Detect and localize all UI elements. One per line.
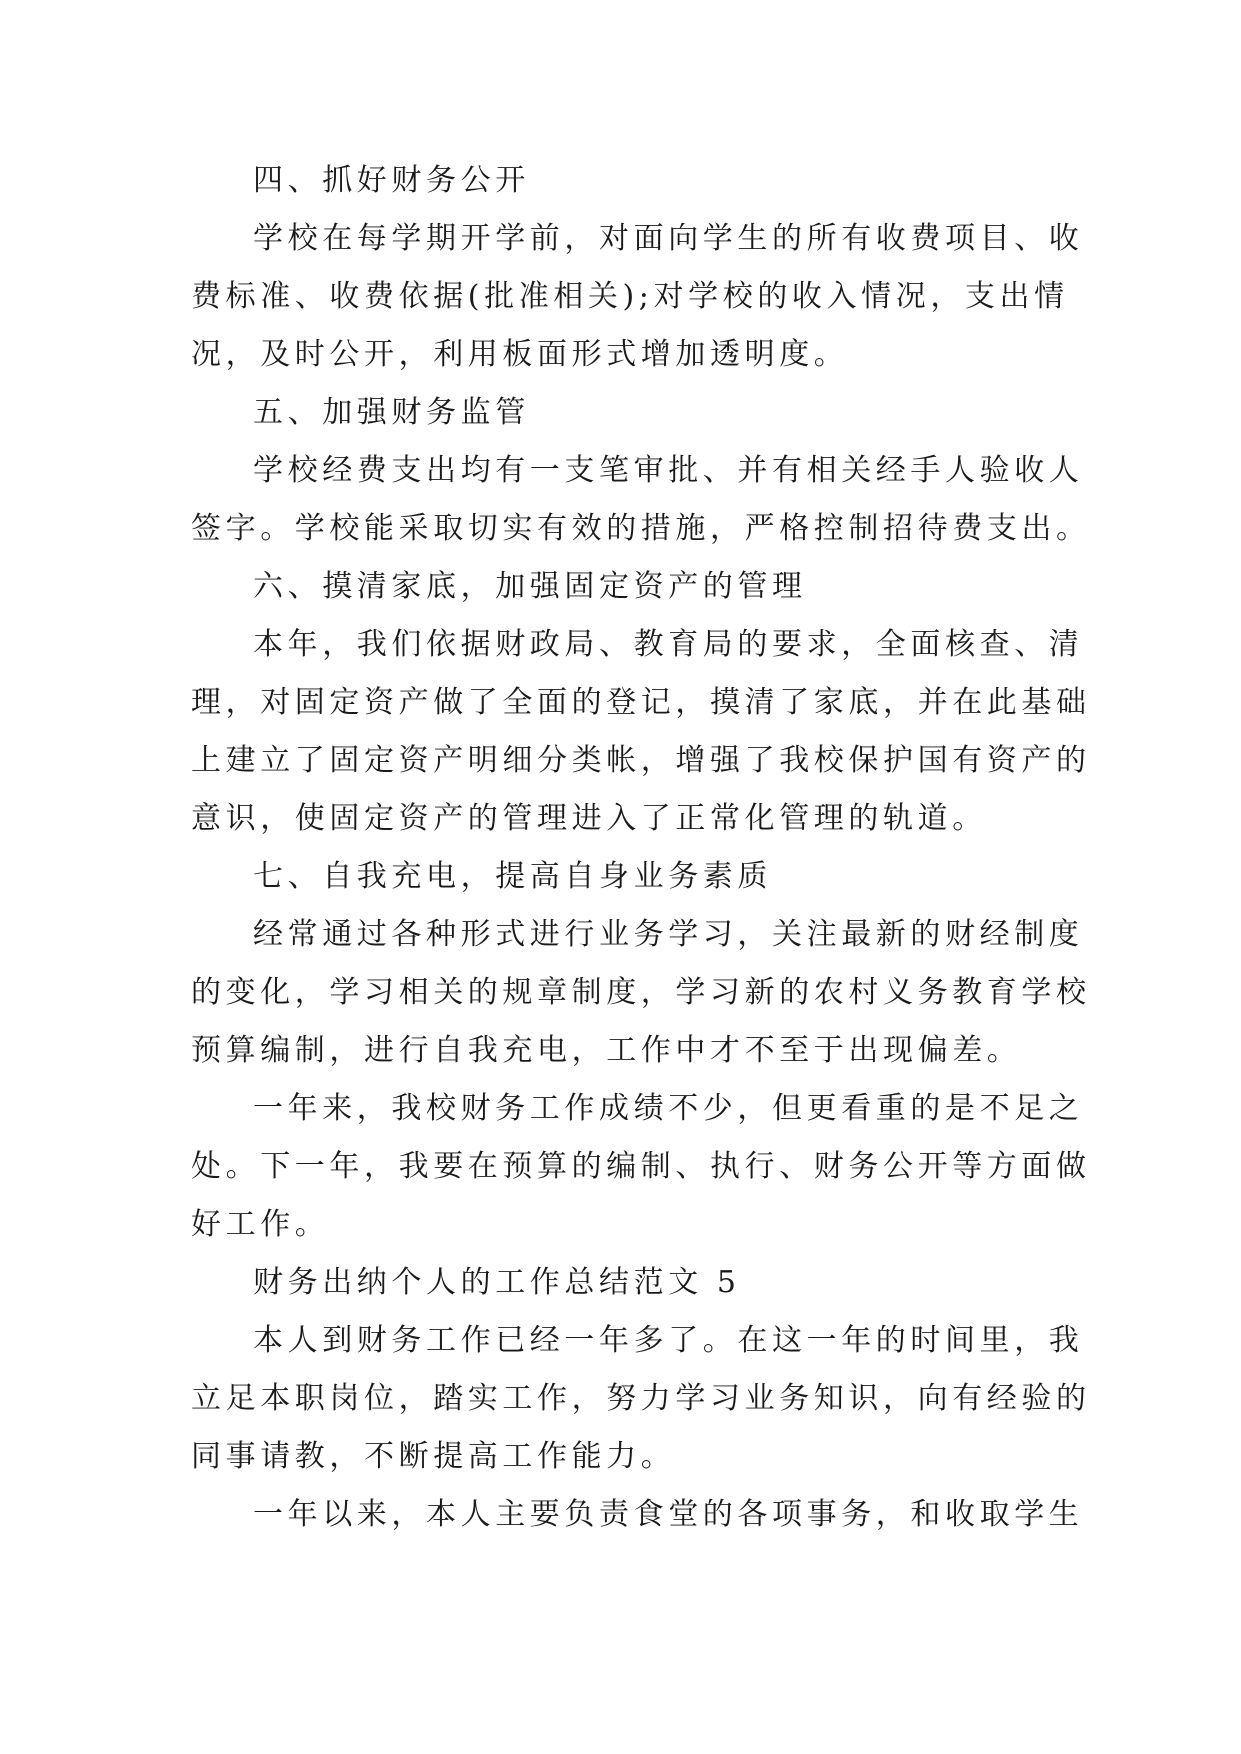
paragraph-line: 一年以来，本人主要负责食堂的各项事务，和收取学生 — [253, 1497, 1084, 1532]
section-heading-6: 六、摸清家底，加强固定资产的管理 — [253, 569, 807, 604]
paragraph-line: 一年来，我校财务工作成绩不少，但更看重的是不足之 — [253, 1091, 1084, 1126]
paragraph-line: 意识，使固定资产的管理进入了正常化管理的轨道。 — [191, 801, 987, 836]
paragraph-line: 的变化，学习相关的规章制度，学习新的农村义务教育学校 — [191, 975, 1091, 1010]
paragraph-line: 签字。学校能采取切实有效的措施，严格控制招待费支出。 — [191, 511, 1091, 546]
paragraph-line: 上建立了固定资产明细分类帐，增强了我校保护国有资产的 — [191, 743, 1091, 778]
paragraph-line: 同事请教，不断提高工作能力。 — [191, 1439, 676, 1474]
section-heading-5: 五、加强财务监管 — [253, 395, 530, 430]
paragraph-line: 况，及时公开，利用板面形式增加透明度。 — [191, 337, 849, 372]
paragraph-line: 费标准、收费依据(批准相关);对学校的收入情况，支出情 — [191, 279, 1069, 314]
paragraph-line: 预算编制，进行自我充电，工作中才不至于出现偏差。 — [191, 1033, 1022, 1068]
paragraph-line: 本人到财务工作已经一年多了。在这一年的时间里，我 — [253, 1323, 1084, 1358]
paragraph-line: 处。下一年，我要在预算的编制、执行、财务公开等方面做 — [191, 1149, 1091, 1184]
paragraph-line: 本年，我们依据财政局、教育局的要求，全面核查、清 — [253, 627, 1084, 662]
section-heading-7: 七、自我充电，提高自身业务素质 — [253, 859, 772, 894]
paragraph-line: 学校在每学期开学前，对面向学生的所有收费项目、收 — [253, 221, 1084, 256]
article-title: 财务出纳个人的工作总结范文 5 — [253, 1265, 741, 1300]
paragraph-line: 理，对固定资产做了全面的登记，摸清了家底，并在此基础 — [191, 685, 1091, 720]
paragraph-line: 学校经费支出均有一支笔审批、并有相关经手人验收人 — [253, 453, 1084, 488]
paragraph-line: 经常通过各种形式进行业务学习，关注最新的财经制度 — [253, 917, 1084, 952]
section-heading-4: 四、抓好财务公开 — [253, 163, 530, 198]
paragraph-line: 立足本职岗位，踏实工作，努力学习业务知识，向有经验的 — [191, 1381, 1091, 1416]
document-body — [191, 152, 1091, 1544]
paragraph-line: 好工作。 — [191, 1207, 330, 1242]
